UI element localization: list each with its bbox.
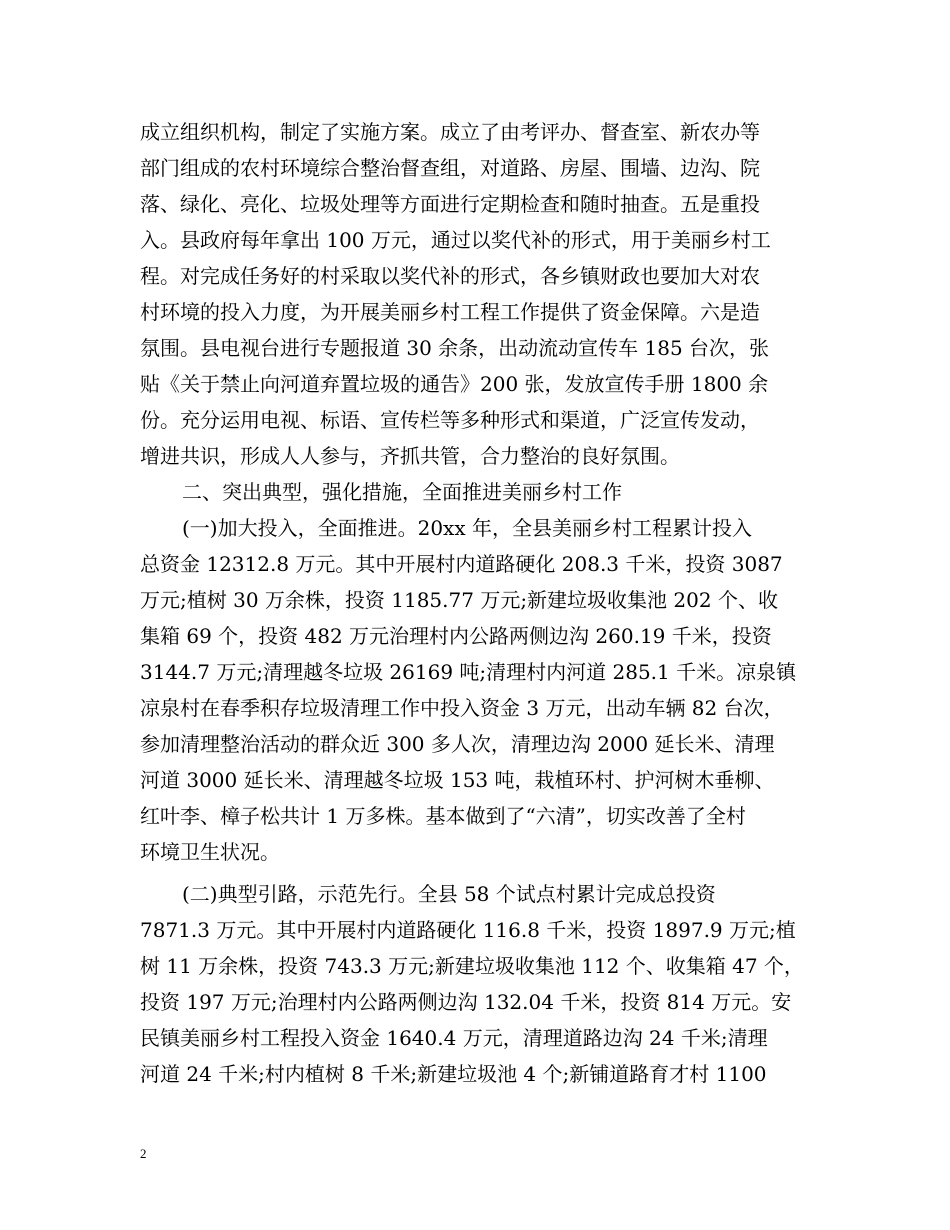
paragraph-line: 万元;植树 30 万余株，投资 1185.77 万元;新建垃圾收集池 202 个、收 xyxy=(140,588,778,612)
paragraph-line: 程。对完成任务好的村采取以奖代补的形式，各乡镇财政也要加大对农 xyxy=(140,264,760,288)
paragraph-line: 增进共识，形成人人参与，齐抓共管，合力整治的良好氛围。 xyxy=(140,444,680,468)
paragraph-line: 河道 3000 延长米、清理越冬垃圾 153 吨，栽植环村、护河树木垂柳、 xyxy=(140,768,775,792)
paragraph-line: (二)典型引路，示范先行。全县 58 个试点村累计完成总投资 xyxy=(182,882,716,906)
paragraph-line: 贴《关于禁止向河道弃置垃圾的通告》200 张，发放宣传手册 1800 余 xyxy=(140,372,769,396)
paragraph-line: 村环境的投入力度，为开展美丽乡村工程工作提供了资金保障。六是造 xyxy=(140,300,760,324)
paragraph-line: 落、绿化、亮化、垃圾处理等方面进行定期检查和随时抽查。五是重投 xyxy=(140,192,760,216)
paragraph-line: 部门组成的农村环境综合整治督查组，对道路、房屋、围墙、边沟、院 xyxy=(140,156,760,180)
paragraph-line: 份。充分运用电视、标语、宣传栏等多种形式和渠道，广泛宣传发动， xyxy=(140,408,760,432)
paragraph-line: 集箱 69 个，投资 482 万元治理村内公路两侧边沟 260.19 千米，投资 xyxy=(140,624,772,648)
paragraph-line: 投资 197 万元;治理村内公路两侧边沟 132.04 千米，投资 814 万元。安 xyxy=(140,990,792,1014)
paragraph-line: 凉泉村在春季积存垃圾清理工作中投入资金 3 万元，出动车辆 82 台次， xyxy=(140,696,784,720)
page-number: 2 xyxy=(140,1146,147,1161)
paragraph-line: 树 11 万余株，投资 743.3 万元;新建垃圾收集池 112 个、收集箱 47 个， xyxy=(140,954,804,978)
paragraph-line: 环境卫生状况。 xyxy=(140,840,280,864)
paragraph-line: 3144.7 万元;清理越冬垃圾 26169 吨;清理村内河道 285.1 千米。凉泉镇 xyxy=(140,660,797,684)
paragraph-line: 7871.3 万元。其中开展村内道路硬化 116.8 千米，投资 1897.9 万元;植 xyxy=(140,918,796,942)
paragraph-line: 总资金 12312.8 万元。其中开展村内道路硬化 208.3 千米，投资 3087 xyxy=(140,552,783,576)
paragraph-line: 氛围。县电视台进行专题报道 30 余条，出动流动宣传车 185 台次，张 xyxy=(140,336,770,360)
paragraph-line: (一)加大投入，全面推进。20xx 年，全县美丽乡村工程累计投入 xyxy=(182,516,752,540)
paragraph-line: 入。县政府每年拿出 100 万元，通过以奖代补的形式，用于美丽乡村工 xyxy=(140,228,771,252)
paragraph-line: 红叶李、樟子松共计 1 万多株。基本做到了“六清”，切实改善了全村 xyxy=(140,804,746,828)
section-heading: 二、突出典型，强化措施，全面推进美丽乡村工作 xyxy=(182,480,622,504)
paragraph-line: 参加清理整治活动的群众近 300 多人次，清理边沟 2000 延长米、清理 xyxy=(140,732,775,756)
paragraph-line: 成立组织机构，制定了实施方案。成立了由考评办、督查室、新农办等 xyxy=(140,120,760,144)
paragraph-line: 民镇美丽乡村工程投入资金 1640.4 万元，清理道路边沟 24 千米;清理 xyxy=(140,1026,768,1050)
paragraph-line: 河道 24 千米;村内植树 8 千米;新建垃圾池 4 个;新铺道路育才村 1100 xyxy=(140,1062,767,1086)
